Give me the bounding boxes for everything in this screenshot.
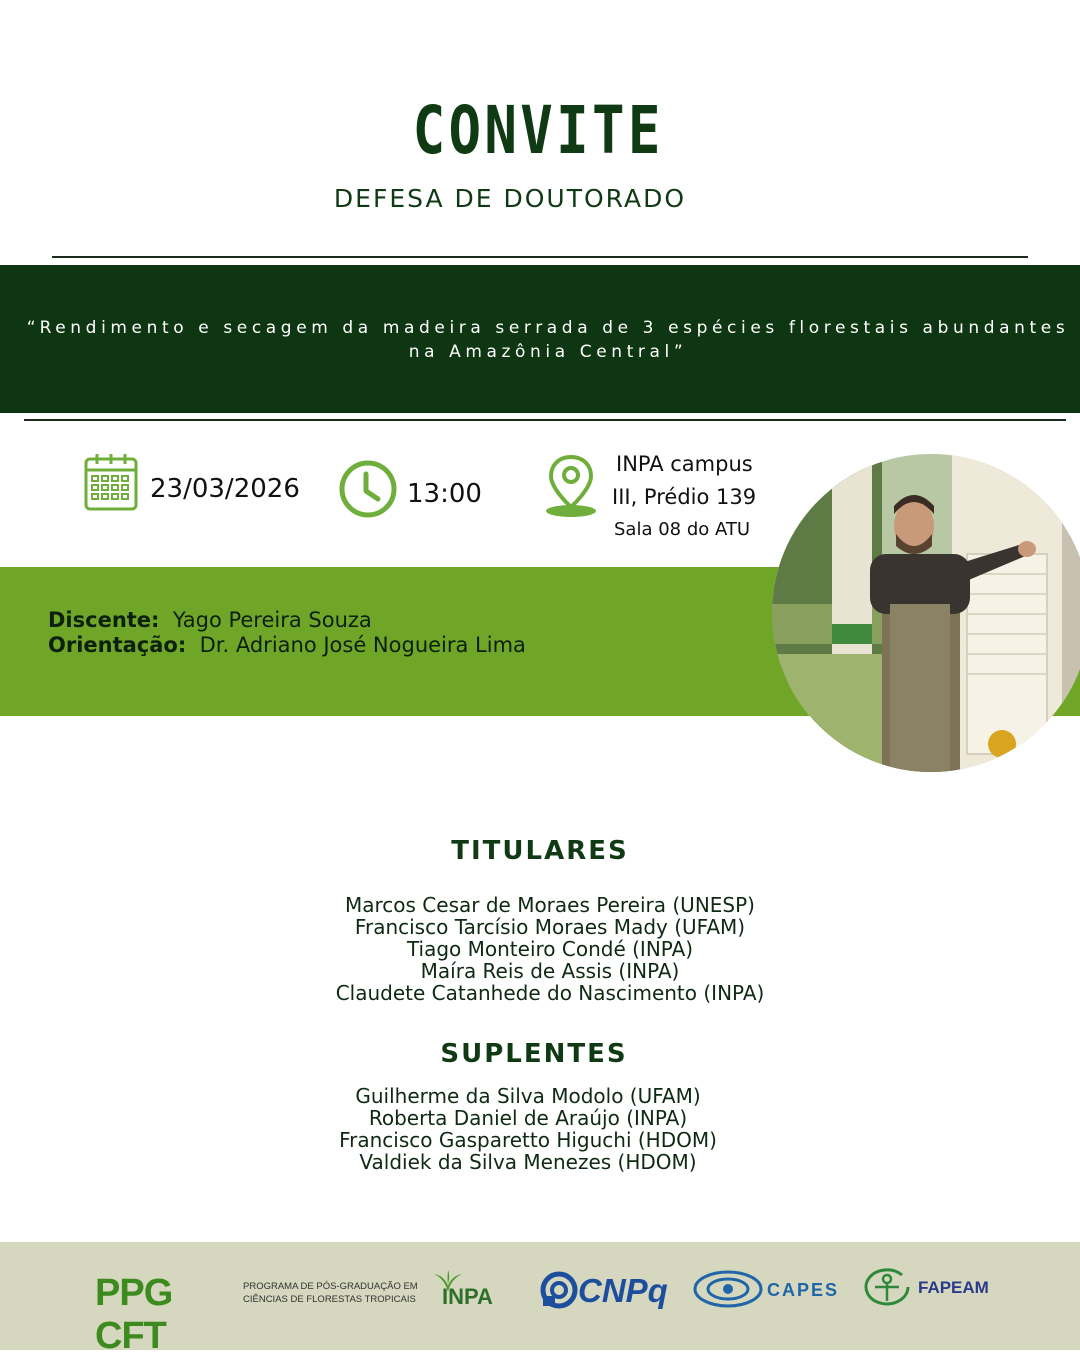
student-name: Yago Pereira Souza: [172, 608, 372, 632]
list-item: Claudete Catanhede do Nascimento (INPA): [335, 981, 765, 1005]
ppgcft-caption-line: CIÊNCIAS DE FLORESTAS TROPICAIS: [243, 1294, 416, 1305]
list-item: Guilherme da Silva Modolo (UFAM): [355, 1084, 701, 1108]
ppgcft-caption: [243, 1280, 418, 1306]
fapeam-logo: FAPEAM: [918, 1278, 989, 1297]
people-info: [48, 608, 526, 658]
suplentes-heading: SUPLENTES: [440, 1039, 628, 1069]
suplentes-list: [0, 1085, 1078, 1173]
advisor-name: Dr. Adriano José Nogueira Lima: [199, 633, 526, 657]
capes-logo: CAPES: [767, 1280, 840, 1300]
divider-top: [52, 256, 1028, 258]
student-photo: [772, 454, 1080, 772]
inpa-logo: INPA: [442, 1284, 493, 1309]
thesis-title: “Rendimento e secagem da madeira serrada de 3 espécies florestais abundantes na Amazônia Central”: [26, 318, 1070, 362]
page-subtitle: DEFESA DE DOUTORADO: [333, 184, 687, 213]
list-item: Francisco Gasparetto Higuchi (HDOM): [339, 1128, 717, 1152]
cnpq-logo: CNPq: [578, 1272, 668, 1309]
footer-logos: [0, 1242, 1080, 1357]
list-item: Roberta Daniel de Araújo (INPA): [368, 1106, 688, 1130]
event-time: 13:00: [407, 479, 482, 509]
ppgcft-logo: [95, 1272, 245, 1358]
titulares-list: [0, 894, 1080, 1004]
list-item: Marcos Cesar de Moraes Pereira (UNESP): [345, 893, 755, 917]
ppgcft-mark: PPG CFT: [95, 1272, 173, 1357]
student-label: Discente:: [48, 608, 160, 632]
titulares-heading: TITULARES: [451, 836, 629, 866]
page-title: CONVITE: [412, 92, 664, 169]
list-item: Maíra Reis de Assis (INPA): [420, 959, 680, 983]
divider-middle: [24, 419, 1066, 421]
event-date: 23/03/2026: [150, 474, 300, 504]
location-line-3: Sala 08 do ATU: [614, 519, 751, 540]
clock-icon: [338, 459, 398, 519]
calendar-icon: [83, 452, 139, 512]
advisor-label: Orientação:: [48, 633, 187, 657]
capes-mark-icon: [693, 1267, 763, 1315]
fapeam-mark-icon: [862, 1267, 912, 1311]
list-item: Tiago Monteiro Condé (INPA): [406, 937, 694, 961]
location-line-1: INPA campus: [616, 452, 753, 476]
list-item: Valdiek da Silva Menezes (HDOM): [359, 1150, 697, 1174]
location-line-2: III, Prédio 139: [612, 485, 757, 509]
ppgcft-caption-line: PROGRAMA DE PÓS-GRADUAÇÃO EM: [243, 1281, 418, 1292]
list-item: Francisco Tarcísio Moraes Mady (UFAM): [354, 915, 746, 939]
location-pin-icon: [544, 453, 598, 519]
cnpq-mark-icon: [539, 1270, 579, 1314]
